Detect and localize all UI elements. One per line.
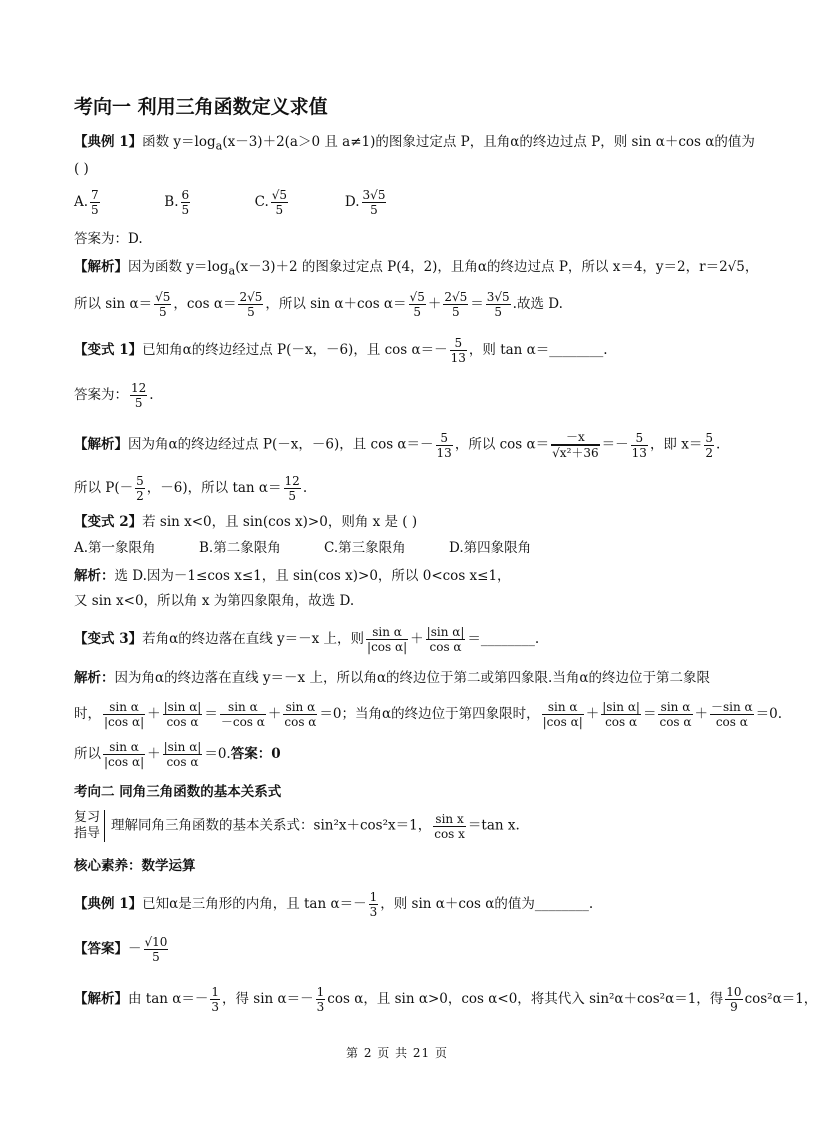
variant-3-solution-line-1: 解析：因为角α的终边落在直线 y＝－x 上，所以角α的终边位于第二或第四象限.当角α的终边位于第二象限: [74, 670, 710, 686]
log-base: a: [215, 139, 223, 153]
variant-1-stem: 【变式 1】已知角α的终边经过点 P(－x，－6)，且 cos α＝－ $\frac{5}{13}$ ，则 tan α＝________.: [74, 336, 608, 365]
option-b: B.第二象限角: [199, 540, 281, 556]
variant-1-tag: 【变式 1】: [74, 342, 143, 358]
variant-3-solution-line-3: 所以 $\frac{\text{sin α}}{\text{|cos α|}}$ ＋ $\frac{\text{|sin α|}}{\text{cos α}}$ ＝0.答案：0: [74, 740, 281, 769]
section-1-title: 考向一 利用三角函数定义求值: [74, 96, 328, 118]
example-1-options: [74, 188, 431, 217]
section-2-title: 考向二 同角三角函数的基本关系式: [74, 784, 282, 800]
option-d: D. $\frac{3√5}{5}$: [344, 188, 386, 217]
variant-2-stem: 【变式 2】若 sin x<0，且 sin(cos x)>0，则角 x 是 ( ): [74, 514, 418, 530]
variant-2-solution-line-1: 解析：选 D.因为－1≤cos x≤1，且 sin(cos x)>0，所以 0<cos x≤1，: [74, 568, 511, 584]
solution-tag: 解析：: [74, 670, 115, 686]
variant-3-solution-line-2: 时， $\frac{\text{sin α}}{\text{|cos α|}}$ ＋ $\frac{\text{|sin α|}}{\text{cos α}}$ ＝ $\frac{\text{sin α}}{\text{－cos α}}$ ＋ $\frac{\text{sin α}}{\text{cos α}}$ ＝0；当角α的终边位于第四象限时， $\frac{\text{sin α}}{\text{|cos α|}}$ ＋ $\frac{\text{|sin α|}}{\text{cos α}}$ ＝ $\frac{\text{sin α}}{\text{cos α}}$ ＋ $\frac{\text{－sin α}}{\text{cos α}}$ ＝0.: [74, 700, 783, 729]
variant-1-solution-line-1: 【解析】因为角α的终边经过点 P(－x，－6)，且 cos α＝－ $\frac{5}{13}$ ，所以 cos α＝ $\frac{-x}{\text{√x²＋36}}$ ＝－ $\frac{5}{13}$ ，即 x＝ $\frac{5}{2}$ .: [74, 430, 721, 460]
variant-3-tag: 【变式 3】: [74, 631, 143, 647]
section-2-example-1-solution: 【解析】由 tan α＝－ $\frac{1}{3}$ ，得 sin α＝－ $\frac{1}{3}$ cos α，且 sin α>0，cos α<0，将其代入 sin²α＋cos²α＝1，得 $\frac{10}{9}$ cos²α＝1，: [74, 985, 817, 1014]
solution-tag: 解析：: [74, 568, 115, 584]
stem-text: (x－3)＋2(a＞0 且 a≠1)的图象过定点 P，且角α的终边过点 P，则 sin α＋cos α的值为: [222, 134, 755, 150]
example-1-paren: ( ): [74, 161, 89, 177]
example-1-solution-line-1: 【解析】因为函数 $y=\log_a(x-3)+2$ 的图象过定点 P(4，2)，且角α的终边过点 P，所以 x＝4，y＝2，r＝2√5，: [74, 259, 759, 278]
review-label: 复习 指导: [74, 810, 105, 842]
solution-tag: 【解析】: [74, 436, 128, 453]
solution-tag: 【解析】: [74, 259, 128, 275]
example-1-tag: 【典例 1】: [74, 134, 143, 150]
section-2-example-1-answer: 【答案】－ $\frac{√10}{5}$: [74, 935, 168, 964]
option-c: C.第三象限角: [324, 540, 406, 556]
variant-2-solution-line-2: 又 sin x<0，所以角 x 为第四象限角，故选 D.: [74, 593, 355, 609]
solution-tag: 【解析】: [74, 991, 128, 1007]
variant-1-answer: 答案为： $\frac{12}{5}$ .: [74, 381, 154, 410]
example-1-tag: 【典例 1】: [74, 896, 143, 912]
core-literacy: 核心素养：数学运算: [74, 858, 196, 874]
variant-2-options: [74, 537, 574, 559]
example-1-stem: [74, 131, 755, 158]
variant-3-stem: 【变式 3】若角α的终边落在直线 y＝－x 上，则 $\frac{\text{sin α}}{\text{|cos α|}}$ ＋ $\frac{\text{|sin α|}}{\text{cos α}}$ ＝________.: [74, 625, 540, 654]
answer-tag: 【答案】: [74, 941, 128, 957]
option-c: C. $\frac{√5}{5}$: [254, 188, 288, 217]
variant-2-tag: 【变式 2】: [74, 514, 143, 530]
page-footer: 第 2 页 共 21 页: [346, 1046, 448, 1060]
option-a: A.第一象限角: [74, 540, 156, 556]
section-2-example-1-stem: 【典例 1】已知α是三角形的内角，且 tan α＝－ $\frac{1}{3}$ ，则 sin α＋cos α的值为________.: [74, 890, 594, 919]
example-1-answer: 答案为：D.: [74, 231, 143, 247]
option-d: D.第四象限角: [449, 540, 532, 556]
example-1-solution-line-2: 所以 sin α＝ $\frac{√5}{5}$ ，cos α＝ $\frac{2√5}{5}$ ，所以 sin α＋cos α＝ $\frac{√5}{5}$ ＋ $\frac{2√5}{5}$ ＝ $\frac{3√5}{5}$ .故选 D.: [74, 290, 563, 319]
option-a: A. $\frac{7}{5}$: [74, 188, 99, 217]
review-guide: 复习 指导 理解同角三角函数的基本关系式：sin²x＋cos²x＝1， $\frac{\text{sin x}}{\text{cos x}}$ ＝tan x.: [74, 810, 520, 841]
option-b: B. $\frac{6}{5}$: [164, 188, 190, 217]
variant-1-solution-line-2: 所以 P(－ $\frac{5}{2}$ ，－6)，所以 tan α＝ $\frac{12}{5}$ .: [74, 474, 308, 503]
stem-text: 函数 y＝log: [142, 134, 216, 150]
